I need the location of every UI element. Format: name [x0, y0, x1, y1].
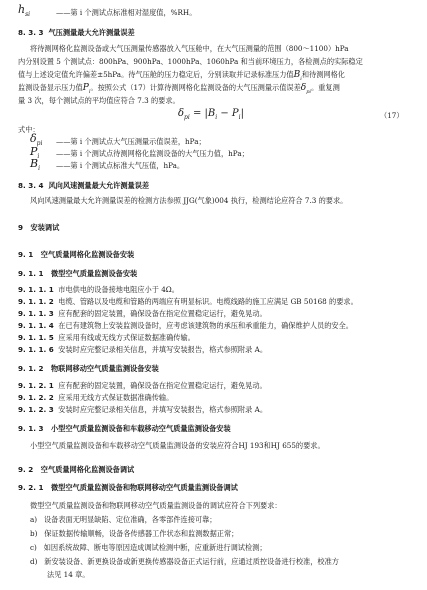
- list-item: 9. 1. 1. 2 电缆、管路以及电缆和管路的两端应有明显标识。电缆线路的施工应满足 GB 50168 的要求。: [18, 297, 358, 306]
- list-item: 9. 1. 1. 3 应有配套的固定装置，确保设备在指定位置稳定运行，避免晃动。: [18, 309, 267, 318]
- symbol-delta-pi: $\delta_{pi}$: [30, 132, 43, 148]
- paragraph-line: 监测设备显示压力值$P_i$。按照公式（17）计算待测网格化监测设备的大气压测量示值误差$\delta_{pi}$。重复测: [18, 83, 340, 95]
- list-item: b) 保证数据传输顺畅，设备各传感器工作状态和监测数据正常；: [30, 529, 239, 538]
- definition-h-si: ——第 i 个测试点标准相对湿度值，%RH。: [56, 8, 197, 17]
- heading-9-2-1: 9. 2. 1 微型空气质量监测设备和物联网移动空气质量监测设备调试: [18, 483, 238, 492]
- heading-8-3-4: 8. 3. 4 风向风速测量最大允许测量误差: [18, 181, 150, 190]
- list-item: 9. 1. 2. 1 应有配套的固定装置，确保设备在指定位置稳定运行，避免晃动。: [18, 381, 267, 390]
- list-item: d) 新安装设备、新更换设备或新更换传感器设备正式运行前，应通过质控设备进行校准，校准方: [30, 557, 339, 566]
- definition-B-i: ——第 i 个测试点标准大气压值，hPa。: [56, 161, 185, 170]
- symbol-B-i: $B_i$: [30, 157, 41, 173]
- list-item: 9. 1. 2. 3 安装时应完整记录相关信息，并填写安装报告，格式参照附录 A。: [18, 405, 268, 414]
- formula-17: $\delta_{pi} = |B_i - P_i|$: [178, 108, 244, 121]
- paragraph-line: 值与上述设定值允许偏差±5hPa。待气压舱的压力稳定后，分别读取并记录标准压力值$B_i$和待测网格化: [18, 70, 345, 82]
- list-item: c) 如因系统故障、断电等原因造成调试检测中断，应重新进行调试检测；: [30, 543, 267, 552]
- paragraph-line: 微型空气质量监测设备和物联网移动空气质量监测设备的调试应符合下列要求：: [30, 501, 282, 510]
- paragraph-line: 将待测网格化监测设备或大气压测量传感器放入气压舱中，在大气压测量的范围（800～1100）hPa: [30, 44, 349, 53]
- heading-9-1-2: 9. 1. 2 物联网移动空气质量监测设备安装: [18, 364, 159, 373]
- symbol-P-i: $P_i$: [30, 145, 40, 161]
- formula-number: （17）: [380, 111, 404, 120]
- list-item: 9. 1. 1. 5 应采用有线或无线方式保证数据准确传输。: [18, 333, 195, 342]
- definition-P-i: ——第 i 个测试点待测网格化监测设备的大气压力值，hPa；: [56, 149, 249, 158]
- list-item: 9. 1. 1. 4 在已有建筑物上安装监测设备时，应考虑该建筑物的承压和承重能力，确保维护人员的安全。: [18, 321, 353, 330]
- definition-delta-pi: ——第 i 个测试点大气压测量示值误差，hPa；: [56, 137, 206, 146]
- heading-9-2: 9. 2 空气质量网格化监测设备调试: [18, 465, 135, 474]
- paragraph-line: 内分别设置 5 个测试点：800hPa、900hPa、1000hPa、1060hPa 和当前环境压力，各检测点的实际稳定: [18, 57, 363, 66]
- paragraph-line: 风向风速测量最大允许测量误差的检测方法参照 JJG(气象)004 执行，检测结论应符合 7.3 的要求。: [30, 196, 348, 205]
- symbol-delta-pi-inline: $\delta_{pi}$: [300, 83, 312, 95]
- list-item: a) 设备表面无明显缺陷、定位准确，各零部件连接可靠；: [30, 515, 217, 524]
- heading-9-1: 9. 1 空气质量网格化监测设备安装: [18, 250, 135, 259]
- list-item: 9. 1. 2. 2 应采用无线方式保证数据准确传输。: [18, 393, 174, 402]
- heading-9-1-1: 9. 1. 1 微型空气质量监测设备安装: [18, 269, 138, 278]
- list-item: 9. 1. 1. 1 市电供电的设备接地电阻应小于 4Ω。: [18, 285, 179, 294]
- list-item-continuation: 法见 14 章。: [47, 570, 90, 579]
- section-title: 气压测量最大允许测量误差: [48, 28, 135, 37]
- symbol-B-i-inline: $B_i$: [293, 70, 302, 82]
- heading-8-3-3: [18, 28, 135, 37]
- symbol-h-si: $h_{si}$: [18, 3, 31, 19]
- section-number: 8. 3. 3: [18, 28, 44, 37]
- paragraph-line: 量 3 次，每个测试点的平均值应符合 7.3 的要求。: [18, 96, 180, 105]
- heading-9-1-3: 9. 1. 3 小型空气质量监测设备和车载移动空气质量监测设备安装: [18, 424, 231, 433]
- list-item: 9. 1. 1. 6 安装时应完整记录相关信息，并填写安装报告，格式参照附录 A。: [18, 345, 268, 354]
- symbol-P-i-inline: $P_i$: [82, 83, 91, 95]
- heading-9: 9 安装调试: [18, 223, 60, 232]
- where-label: 式中：: [18, 125, 40, 134]
- paragraph-line: 小型空气质量监测设备和车载移动空气质量监测设备的安装应符合HJ 193和HJ 655的要求。: [30, 441, 325, 450]
